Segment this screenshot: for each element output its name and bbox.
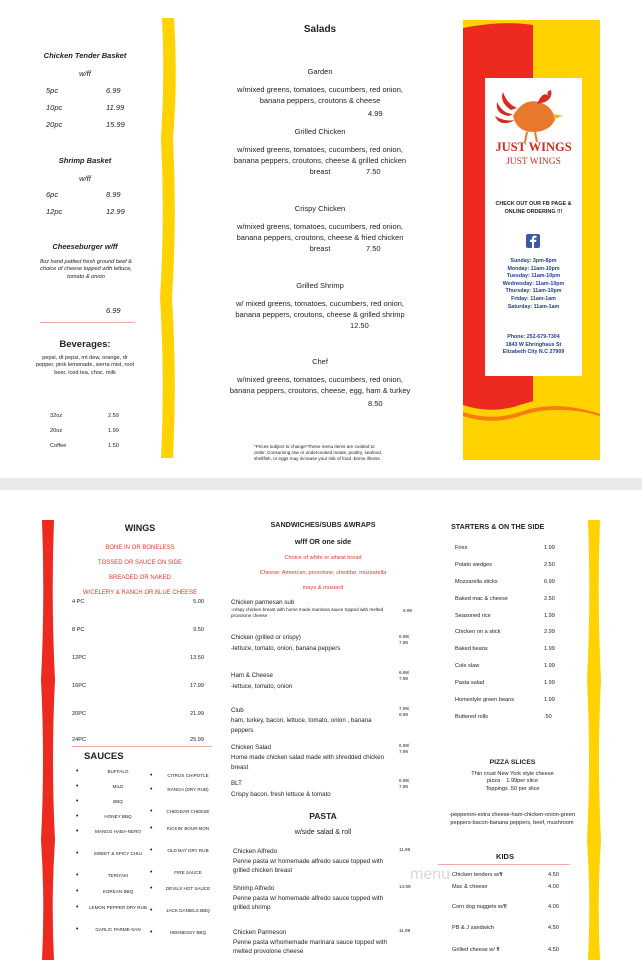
price-row: 6pc 8.99: [46, 190, 121, 199]
kids-title: KIDS: [496, 852, 514, 861]
divider: [438, 864, 570, 865]
item-desc: Crispy bacon, fresh lettuce & tomato: [231, 791, 331, 798]
cheese-choice: Cheese: American, provolone, cheddar, mozzarella: [259, 570, 387, 576]
sandwich-item: [231, 706, 421, 736]
salad-name: Garden: [307, 67, 333, 76]
sauce-item: • CHEDDAR CHEESE: [162, 809, 214, 826]
item-price: 8.99: [403, 608, 412, 613]
price-row: Coffee 1.50: [50, 443, 119, 449]
price-row: 8 PC 9.50: [72, 627, 204, 633]
wings-options: [60, 541, 220, 601]
pasta-sub: w/side salad & roll: [294, 829, 352, 836]
price-row: Potato wedges 2.50: [455, 561, 555, 568]
price-row: 10pc 11.99: [46, 103, 125, 112]
disclaimer: *Prices subject to change*These menu items are cooked to order. Consuming raw or undercooked meats, poultry, seafood, shellfish, or eggs may increase your risk of food -borne illness.: [254, 444, 383, 461]
salad-name: Grilled Chicken: [294, 127, 346, 136]
logo-text: JUST WINGS: [495, 140, 572, 154]
rooster-logo-icon: [493, 86, 573, 144]
address-line: Elizabeth City N.C 27909: [502, 349, 565, 356]
price-row: 32oz 2.59: [50, 413, 119, 419]
hours-line: Thursday: 11am-10pm: [505, 288, 562, 295]
item-price: 7.99/ 8.99: [399, 706, 410, 717]
starters-title: STARTERS & ON THE SIDE: [451, 522, 545, 531]
pizza-line: Toppings .50 per slice: [485, 785, 540, 792]
sauces-title: SAUCES: [84, 751, 124, 762]
beverages-desc: pepsi, dt pepsi, mt dew, orange, dr pepper, pink lemonade, sierra mist, root beer, iced tea, choc. milk: [35, 355, 135, 376]
salad-name: Grilled Shrimp: [296, 281, 344, 290]
item-desc: -crispy chicken breast with home made marinara sauce topped with melted provolone cheese: [231, 607, 384, 618]
item-name: Chicken Parmeson: [233, 929, 287, 936]
item-name: Club: [231, 707, 244, 714]
hours-line: Tuesday: 11am-10pm: [506, 273, 561, 280]
salad-name: Crispy Chicken: [294, 204, 346, 213]
hours-line: Friday: 11am-1am: [511, 295, 556, 302]
item-desc: -lettuce, tomato, onion: [231, 683, 293, 690]
kids-list: [452, 872, 570, 959]
hours-line: Wednesday: 11am-10pm: [502, 280, 565, 287]
shrimp-basket-title: Shrimp Basket: [58, 156, 112, 165]
item-name: Ham & Cheese: [231, 672, 273, 679]
shrimp-basket-prices: [46, 189, 136, 223]
hours-list: [485, 258, 582, 311]
sauce-item: • MANGO HABA-NERO: [88, 829, 148, 851]
beverages-prices: [50, 413, 140, 458]
price-row: 20PC 21.99: [72, 711, 204, 717]
salad-price: 7.50: [366, 167, 381, 176]
chicken-basket-title: Chicken Tender Basket: [43, 51, 127, 60]
price-row: Grilled cheese w/ ff 4.50: [452, 947, 559, 953]
sauce-item: • KOREAN BBQ: [88, 889, 148, 905]
salad-desc: w/mixed greens, tomatoes, cucumbers, red onion, banana peppers, croutons, cheese & fried chicken breast: [236, 222, 404, 253]
wing-option: W/CELERY & RANCH OR BLUE CHEESE: [82, 590, 198, 596]
salad-price: 7.50: [366, 244, 381, 253]
wings-title: WINGS: [124, 523, 156, 533]
cheeseburger-title: Cheeseburger w/ff: [52, 242, 118, 251]
item-price: 14.99: [399, 884, 411, 889]
price-row: 12PC 13.50: [72, 655, 204, 661]
sandwich-item: [231, 632, 421, 654]
address-line: 1843 W Ehringhaus St: [505, 341, 562, 348]
sandwiches-title: SANDWICHES/SUBS &WRAPS: [270, 520, 376, 529]
sauce-item: • TERIYAKI: [88, 873, 148, 889]
pizza-title: PIZZA SLICES: [489, 759, 536, 766]
fb-promo: CHECK OUT OUR FB PAGE & ONLINE ORDERING !!!: [495, 201, 572, 215]
wing-option: BONE IN OR BONELESS: [105, 545, 175, 551]
sauce-item: • LEMON PEPPER DRY RUB: [88, 905, 148, 927]
salad-price: 12.50: [350, 321, 369, 330]
starters-list: [455, 545, 565, 731]
item-price: 6.99/ 7.99: [399, 743, 410, 754]
sauce-item: • GARLIC PARME-SAN: [88, 927, 148, 941]
sauce-item: • DEVILS HOT SAUCE: [162, 886, 214, 908]
salad-price: 8.50: [368, 399, 383, 408]
item-name: Chicken (grilled or crispy): [231, 634, 301, 641]
price-row: Chicken tenders w/ff 4.50: [452, 872, 559, 878]
pizza-toppings: -pepperoni-extra cheese-ham-chicken-onion-green peppers-bacon-banana peppers, beef, mushroom: [449, 812, 575, 826]
price-row: Cole slaw 1.99: [455, 663, 555, 670]
item-desc: Penne pasta w/ homemade alfredo sauce topped with grilled chicken breast: [233, 858, 384, 874]
item-name: Chicken parmesan sub: [231, 599, 295, 606]
sauce-item: • SWEET & SPICY CHILI: [88, 851, 148, 873]
sauce-item: • JACK DANIELS BBQ: [162, 908, 214, 930]
price-row: Chicken on a stick 2.99: [455, 629, 555, 636]
item-desc: Penne pasta w/homemade marinara sauce topped with melted provolone cheese: [233, 939, 388, 955]
price-row: 12pc 12.99: [46, 207, 125, 216]
salad-price: 4.99: [368, 109, 383, 118]
item-desc: Penne pasta w/ homemade alfredo sauce topped with grilled shrimp: [233, 895, 384, 911]
price-row: PB & J sandwich 4.50: [452, 925, 559, 931]
item-price: 11.99: [399, 928, 411, 933]
price-row: Baked beans 1.99: [455, 646, 555, 653]
price-row: Mozzarella sticks 6.99: [455, 578, 555, 585]
sandwich-item: [231, 598, 421, 619]
menu-page-2: [0, 490, 642, 960]
pizza-line: pizza 1.99per slice: [487, 778, 538, 785]
salad-desc: w/mixed greens, tomatoes, cucumbers, red onion, banana peppers, croutons & cheese: [237, 85, 403, 105]
price-row: 5pc 6.99: [46, 86, 121, 95]
salad-desc: w/ mixed greens, tomatoes, cucumbers, red onion, banana peppers, croutons, cheese & grilled shrimp: [235, 299, 405, 319]
cheeseburger-desc: 8oz hand pattied fresh ground beef & choice of cheese topped with lettuce, tomato & onion: [39, 259, 133, 280]
brand-card: [485, 78, 582, 376]
sauce-item: • HENNESSY BBQ: [162, 930, 214, 944]
sauce-item: • FIRE SAUCE: [162, 870, 214, 886]
chicken-basket-sub: w/ff: [79, 69, 91, 78]
item-desc: -lettuce, tomato, onion, banana peppers: [231, 645, 341, 652]
price-row: Seasoned rice 1.99: [455, 612, 555, 619]
wings-prices: [72, 599, 204, 751]
item-name: Shrimp Alfredo: [233, 885, 275, 892]
sauce-item: • BUFFALO: [88, 769, 148, 784]
sauces-right: [162, 773, 214, 944]
price-row: 20oz 1.99: [50, 428, 119, 434]
item-price: 6.99/ 7.99: [399, 670, 410, 681]
sandwich-item: [231, 670, 421, 692]
hours-line: Saturday: 11am-1am: [507, 303, 560, 310]
brand-panel: [463, 20, 600, 460]
price-row: 4 PC 5.00: [72, 599, 204, 605]
price-row: 16PC 17.99: [72, 683, 204, 689]
sauce-item: • OLD BAY DRY RUB: [162, 848, 214, 870]
sauce-item: • HONEY BBQ: [88, 814, 148, 829]
salads-title: Salads: [303, 24, 337, 35]
wing-option: BREADED OR NAKED: [108, 575, 171, 581]
sandwich-item: [231, 778, 421, 800]
bread-choice: Choice of white or wheat bread: [284, 555, 362, 561]
sauce-item: • BBQ: [88, 799, 148, 814]
price-row: 20pc 15.99: [46, 120, 125, 129]
salad-name: Chef: [312, 357, 328, 366]
cheeseburger-price: 6.99: [106, 306, 121, 315]
wing-option: TOSSED OR SAUCE ON SIDE: [98, 560, 182, 566]
hours-line: Monday: 11am-10pm: [507, 265, 560, 272]
pasta-item: [233, 847, 423, 875]
chicken-basket-prices: [46, 85, 136, 136]
shrimp-basket-sub: w/ff: [79, 174, 91, 183]
price-row: Mac & cheese 4.00: [452, 884, 559, 890]
item-desc: ham, turkey, bacon, lettuce, tomato, onion , banana peppers: [231, 717, 372, 734]
item-price: 6.99/ 7.99: [399, 778, 410, 789]
price-row: Pasta salad 1.99: [455, 680, 555, 687]
mayo-choice: mayo & mustard: [302, 585, 344, 591]
sauce-item: • KICKIN' BOUR-BON: [162, 826, 214, 848]
watermark: menu: [410, 866, 451, 883]
contact-info: [485, 334, 582, 357]
red-stripe: [40, 520, 56, 960]
pasta-title: PASTA: [309, 811, 337, 821]
menu-page-1: [0, 0, 642, 478]
salad-desc: w/mixed greens, tomatoes, cucumbers, red onion, banana peppers, croutons, cheese & grilled chicken breast: [233, 145, 407, 176]
phone: Phone: 252-679-7304: [507, 334, 560, 340]
brand-name: JUST WINGS: [506, 157, 561, 167]
hours-line: Sunday: 3pm-8pm: [510, 258, 557, 264]
pasta-item: [233, 884, 423, 912]
item-name: Chicken Alfredo: [233, 848, 278, 855]
salad-desc: w/mixed greens, tomatoes, cucumbers, red onion, banana peppers, croutons, cheese, egg, ham & turkey: [229, 375, 411, 395]
yellow-stripe-right: [586, 520, 602, 960]
price-row: 24PC 25.99: [72, 737, 204, 743]
price-row: Homestyle green beans 1.99: [455, 697, 555, 704]
sauce-item: • MILD: [88, 784, 148, 799]
item-name: BLT: [231, 780, 242, 787]
yellow-stripe: [158, 18, 178, 458]
sauce-item: • RANCH (DRY RUB): [162, 787, 214, 809]
sauces-left: [88, 769, 148, 941]
item-desc: Home made chicken salad made with shredded chicken breast: [231, 754, 385, 771]
sandwich-item: [231, 743, 421, 773]
divider: [72, 746, 212, 747]
price-row: Buttered rolls .50: [455, 713, 552, 720]
pasta-item: [233, 928, 423, 956]
item-price: 11.99: [399, 847, 411, 852]
pizza-line: Thin crust New York style cheese: [471, 771, 554, 777]
beverages-title: Beverages:: [59, 339, 111, 350]
price-row: Baked mac & cheese 2.50: [455, 595, 555, 602]
sauce-item: • CITRUS CHIPOTLE: [162, 773, 214, 787]
pizza-desc: [450, 771, 575, 793]
price-row: Fries 1.99: [455, 545, 555, 551]
price-row: Corn dog nuggets w/ff 4.00: [452, 904, 559, 910]
divider: [40, 322, 135, 323]
facebook-icon[interactable]: [526, 234, 540, 248]
item-name: Chicken Salad: [231, 744, 271, 751]
item-price: 6.99/ 7.99: [399, 634, 410, 645]
sandwiches-sub: w/ff OR one side: [294, 537, 352, 546]
